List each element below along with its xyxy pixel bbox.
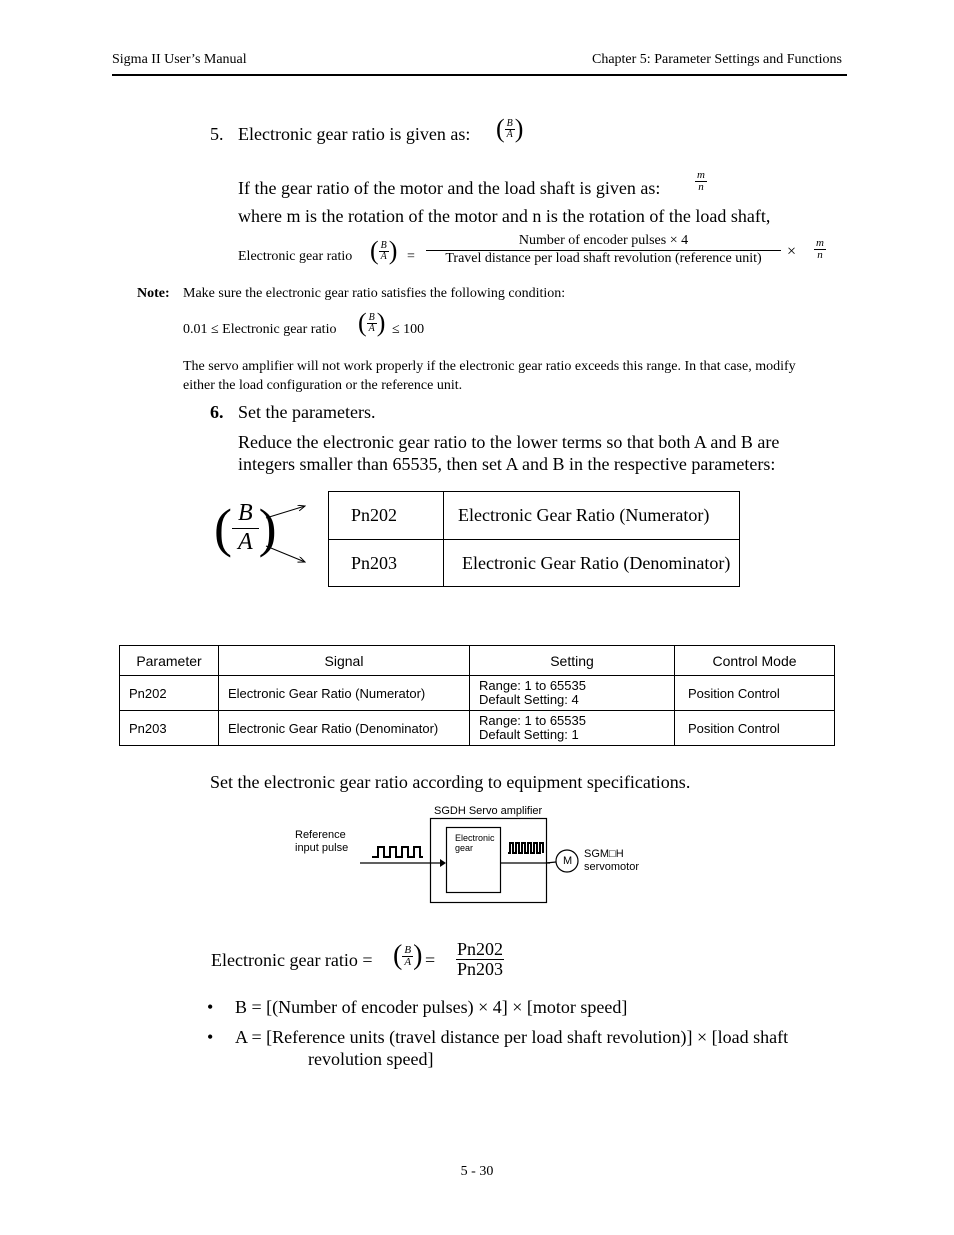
motor-symbol: M [563, 855, 573, 867]
bullet-a-text-line2: revolution speed] [308, 1049, 434, 1069]
spec-line: Set the electronic gear ratio according to equipment specifications. [210, 772, 691, 792]
step5-number: 5. [210, 124, 224, 144]
setting-default: Default Setting: 1 [479, 727, 579, 742]
parameter-table [119, 645, 835, 746]
cell-setting [470, 676, 675, 711]
arrow-to-pn203 [266, 546, 305, 562]
setting-range: Range: 1 to 65535 [479, 678, 586, 693]
amplifier-box [431, 819, 547, 903]
setting-range: Range: 1 to 65535 [479, 713, 586, 728]
header-parameter: Parameter [120, 646, 219, 676]
note-ba-fraction: ( $\frac{B}{A}$ ) [358, 308, 386, 337]
formula-ba-denominator: A [380, 250, 387, 262]
step5-ba-fraction: ( $\frac{B}{A}$ ) [496, 114, 524, 143]
servomotor-label [584, 848, 639, 874]
formula-ba-numerator: B [380, 239, 387, 251]
ba-denominator: A [506, 128, 513, 140]
output-pulse-train [508, 843, 543, 853]
note-ba-denominator: A [368, 322, 375, 334]
setting-default: Default Setting: 4 [479, 692, 579, 707]
ba-numerator: B [506, 117, 513, 129]
mn-numerator: m [697, 169, 705, 181]
header-setting: Setting [470, 646, 675, 676]
mapping-row [329, 540, 740, 587]
step5-text: Electronic gear ratio is given as: [238, 124, 471, 144]
big-ba-denominator: A [237, 528, 253, 555]
gear-label-line2: gear [455, 843, 474, 853]
cell-setting [470, 711, 675, 746]
bullet-a-text-line1: A = [Reference units (travel distance per load shaft revolution)] × [load shaft [235, 1027, 789, 1047]
mapping-name: Electronic Gear Ratio (Numerator) [444, 492, 740, 540]
ratio-pn-denominator: Pn203 [457, 958, 504, 979]
formula-fraction [426, 233, 781, 268]
header-chapter-title: Chapter 5: Parameter Settings and Functions [591, 52, 842, 67]
step6-number: 6. [210, 402, 224, 422]
header-signal: Signal [219, 646, 470, 676]
formula-times: × [787, 243, 797, 260]
mn-fraction [695, 170, 707, 193]
cell-signal: Electronic Gear Ratio (Numerator) [219, 676, 470, 711]
formula-numerator: Number of encoder pulses × 4 [426, 233, 781, 251]
servomotor-label-line1: SGM□H [584, 848, 624, 860]
formula-mn-denominator: n [817, 249, 823, 261]
note-warning: The servo amplifier will not work properly if the electronic gear ratio exceeds this range. In that case, modify either the load configuration or the reference unit. [183, 359, 796, 393]
note-label: Note: [137, 286, 170, 301]
servomotor-label-line2: servomotor [584, 861, 640, 873]
page-number: 5 - 30 [460, 1164, 494, 1179]
note-text: Make sure the electronic gear ratio satisfies the following condition: [183, 286, 566, 301]
formula-denominator: Travel distance per load shaft revolution (reference unit) [445, 250, 762, 266]
bullet-dot: • [207, 1027, 214, 1047]
formula-ba-fraction: ( $\frac{B}{A}$ ) [370, 236, 398, 265]
step6-title: Set the parameters. [238, 402, 376, 422]
note-condition-right: ≤ 100 [392, 322, 425, 337]
cell-control-mode: Position Control [675, 711, 835, 746]
bullet-dot: • [207, 997, 214, 1017]
mapping-name: Electronic Gear Ratio (Denominator) [444, 540, 740, 587]
header-rule [112, 74, 847, 76]
big-ba-numerator: B [232, 500, 259, 529]
mapping-row [329, 492, 740, 540]
mapping-code: Pn203 [329, 540, 444, 587]
servo-amplifier-label: SGDH Servo amplifier [434, 805, 543, 817]
table-row [120, 676, 835, 711]
ratio-ba-fraction: ( $\frac{B}{A}$ ) [393, 940, 423, 971]
electronic-gear-label [455, 833, 495, 853]
formula-label: Electronic gear ratio [238, 249, 353, 264]
formula-mn-numerator: m [816, 237, 824, 249]
header-manual-title: Sigma II User’s Manual [112, 52, 247, 67]
input-pulse-train [372, 847, 423, 857]
gear-ratio-line: If the gear ratio of the motor and the load shaft is given as: [238, 178, 661, 198]
arrow-to-pn202 [266, 506, 305, 518]
mapping-code: Pn202 [329, 492, 444, 540]
bullet-b-text: B = [(Number of encoder pulses) × 4] × [motor speed] [235, 997, 628, 1017]
ratio-equals: = [425, 950, 436, 970]
ratio-label: Electronic gear ratio = [211, 950, 373, 970]
reference-input-label [295, 829, 348, 855]
big-ba-fraction: ( $\frac{B}{A}$ ) [214, 498, 277, 559]
parameter-mapping-table [328, 491, 740, 587]
ratio-pn-numerator: Pn202 [457, 939, 504, 959]
reference-label-line1: Reference [295, 829, 346, 841]
note-ba-numerator: B [368, 311, 375, 323]
formula-mn-fraction [814, 238, 826, 261]
formula-equals: = [407, 249, 415, 264]
reference-label-line2: input pulse [295, 842, 349, 854]
table-header-row [120, 646, 835, 676]
header-control-mode: Control Mode [675, 646, 835, 676]
table-row [120, 711, 835, 746]
note-condition-left: 0.01 ≤ Electronic gear ratio [183, 322, 337, 337]
gear-label-line1: Electronic [455, 833, 495, 843]
ratio-ba-numerator: B [404, 943, 412, 956]
cell-parameter: Pn203 [120, 711, 219, 746]
ratio-ba-denominator: A [404, 955, 412, 968]
mapping-arrows [260, 498, 320, 570]
cell-control-mode: Position Control [675, 676, 835, 711]
ratio-pn-fraction [456, 940, 504, 979]
cell-signal: Electronic Gear Ratio (Denominator) [219, 711, 470, 746]
where-line: where m is the rotation of the motor and n is the rotation of the load shaft, [238, 206, 771, 226]
step6-text: Reduce the electronic gear ratio to the lower terms so that both A and B are integers smaller than 65535, then set A and B in the respective parameters: [238, 432, 780, 474]
cell-parameter: Pn202 [120, 676, 219, 711]
mn-denominator: n [698, 181, 704, 193]
